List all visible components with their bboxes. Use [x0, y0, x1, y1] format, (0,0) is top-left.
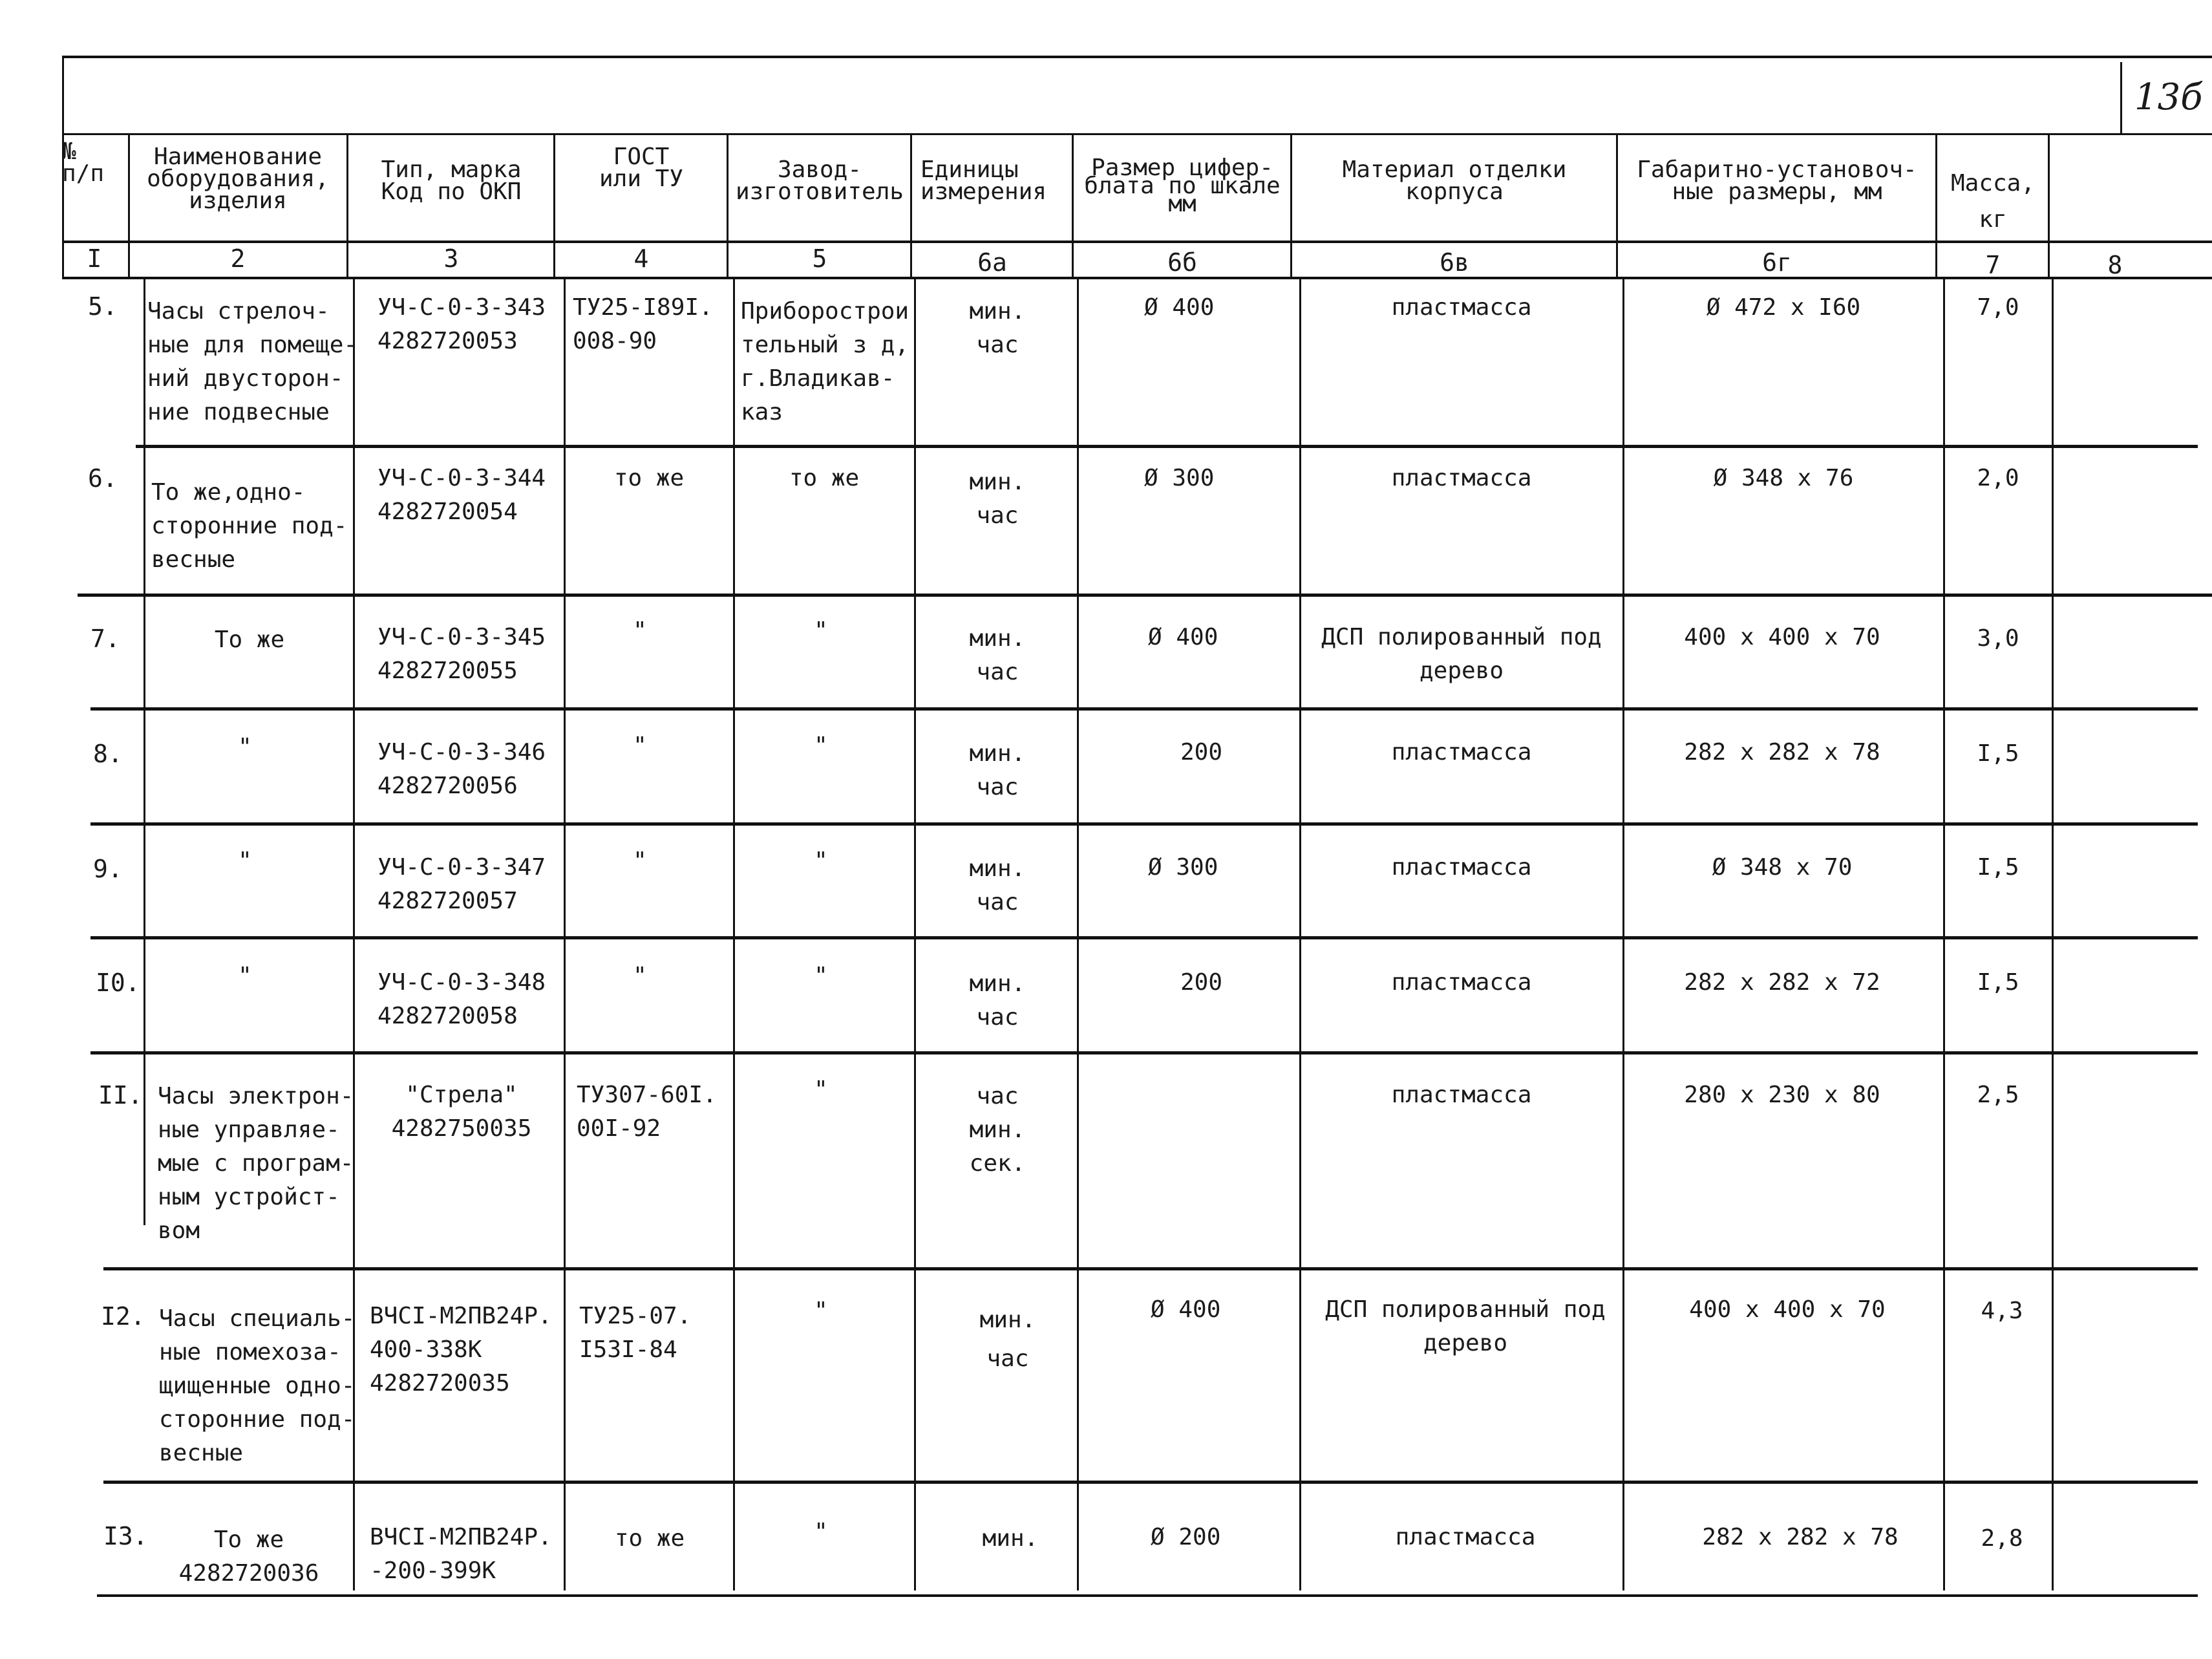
row11-number: II.: [98, 1081, 143, 1109]
colnum-6v: 6в: [1440, 248, 1469, 277]
colnum-6g: 6г: [1762, 248, 1792, 277]
header-col-maker: Завод- изготовитель: [735, 156, 904, 205]
row6-mass: 2,0: [1977, 465, 2019, 491]
row9-material: пластмасса: [1391, 854, 1532, 881]
row5-number: 5.: [88, 292, 118, 321]
row-sep-5: [136, 445, 2198, 448]
header-sep-2: [346, 133, 348, 277]
row13-dial: Ø 200: [1151, 1524, 1221, 1550]
row7-gost: ": [633, 617, 647, 644]
row8-dial: 200: [1180, 739, 1223, 765]
row8-name: ": [238, 734, 252, 760]
row7-dial: Ø 400: [1148, 624, 1218, 650]
row5-gost: ТУ25-I89I. 008-90: [573, 294, 713, 354]
row-sep-6: [78, 594, 2212, 597]
header-sep-7: [1290, 133, 1292, 277]
row6-gost: то же: [613, 465, 685, 491]
row6-material: пластмасса: [1391, 465, 1532, 491]
header-sep-4: [727, 133, 728, 277]
header-col-material: Материал отделки корпуса: [1342, 156, 1567, 205]
header-top-line: [62, 133, 2212, 135]
body-sep-6: [1077, 278, 1079, 1590]
row13-dims: 282 х 282 х 78: [1702, 1524, 1898, 1550]
row12-dims: 400 х 400 х 70: [1689, 1296, 1886, 1323]
row9-type: УЧ-С-0-3-347 4282720057: [378, 854, 546, 914]
header-col-dial: Размер цифер- блата по шкале мм: [1084, 155, 1281, 217]
row12-units: мин. час: [979, 1307, 1036, 1372]
row11-name: Часы электрон- ные управляе- мые с програм- ным устройст- вом: [158, 1083, 354, 1244]
row8-mass: I,5: [1977, 740, 2019, 767]
row6-dial: Ø 300: [1144, 465, 1215, 491]
row10-units: мин. час: [969, 970, 1026, 1031]
row13-gost: то же: [614, 1525, 685, 1552]
page-number: 13б: [2134, 76, 2203, 118]
row13-number: I3.: [103, 1522, 148, 1550]
header-col-mass: Масса, кг: [1950, 170, 2036, 233]
row11-dims: 280 х 230 х 80: [1684, 1082, 1880, 1108]
header-sep-10: [2048, 133, 2050, 277]
row13-material: пластмасса: [1395, 1524, 1536, 1550]
row7-dims: 400 х 400 х 70: [1684, 624, 1880, 650]
row6-name: То же,одно- сторонние под- весные: [151, 479, 348, 573]
body-sep-7: [1299, 278, 1301, 1590]
body-sep-1: [144, 278, 145, 1225]
header-col-number: № п/п: [62, 138, 105, 187]
row9-number: 9.: [93, 855, 123, 883]
row7-name: То же: [214, 626, 285, 653]
colnum-6b: 6б: [1167, 248, 1197, 277]
row-sep-7: [90, 707, 2198, 711]
row10-mass: I,5: [1977, 969, 2019, 996]
colnum-3: 3: [443, 244, 459, 273]
row12-gost: ТУ25-07. I53I-84: [579, 1303, 692, 1363]
page-number-box-left: [2120, 62, 2122, 134]
row9-maker: ": [814, 848, 828, 874]
row10-maker: ": [814, 963, 828, 989]
row11-type: "Стрела" 4282750035: [391, 1082, 532, 1142]
row7-units: мин. час: [969, 625, 1026, 685]
colnum-8: 8: [2107, 251, 2123, 279]
row10-type: УЧ-С-0-3-348 4282720058: [378, 969, 546, 1029]
row12-dial: Ø 400: [1151, 1296, 1221, 1323]
row8-type: УЧ-С-0-3-346 4282720056: [378, 739, 546, 799]
row-sep-9: [90, 936, 2198, 939]
row-sep-11: [103, 1267, 2198, 1270]
header-col-name: Наименование оборудования, изделия: [147, 144, 329, 214]
row9-dial: Ø 300: [1148, 854, 1218, 881]
row5-name: Часы стрелоч- ные для помеще- ний двусторон- ние подвесные: [147, 298, 358, 425]
row10-dims: 282 х 282 х 72: [1684, 969, 1880, 996]
row8-gost: ": [633, 733, 647, 759]
row12-maker: ": [814, 1298, 828, 1324]
row5-dial: Ø 400: [1144, 294, 1215, 321]
row7-material: ДСП полированный под дерево: [1321, 624, 1602, 684]
colnum-2: 2: [230, 244, 246, 273]
row12-material: ДСП полированный под дерево: [1325, 1296, 1606, 1356]
colnum-1: I: [87, 244, 102, 273]
row-sep-10: [90, 1051, 2198, 1054]
header-col-dims: Габаритно-установоч- ные размеры, мм: [1637, 156, 1917, 205]
row5-type: УЧ-С-0-3-343 4282720053: [378, 294, 546, 354]
row13-name: То же 4282720036: [178, 1526, 319, 1587]
body-sep-10: [2052, 278, 2054, 1590]
row5-maker: Приборострои тельный з д, г.Владикав- каз: [741, 298, 909, 425]
row7-number: 7.: [90, 625, 120, 653]
header-col-gost: ГОСТ или ТУ: [599, 144, 684, 192]
row5-dims: Ø 472 х I60: [1706, 294, 1861, 321]
row11-mass: 2,5: [1977, 1082, 2019, 1108]
row9-units: мин. час: [969, 855, 1026, 915]
row7-maker: ": [814, 617, 828, 644]
row5-mass: 7,0: [1977, 294, 2019, 321]
row10-dial: 200: [1180, 969, 1223, 996]
row6-type: УЧ-С-0-3-344 4282720054: [378, 465, 546, 525]
row10-material: пластмасса: [1391, 969, 1532, 996]
row8-dims: 282 х 282 х 78: [1684, 739, 1880, 765]
row6-dims: Ø 348 х 76: [1713, 465, 1854, 491]
header-col-type: Тип, марка Код по ОКП: [381, 156, 522, 205]
row9-name: ": [238, 848, 252, 874]
header-col-units: Единицы измерения: [920, 156, 1047, 205]
row5-units: мин. час: [969, 298, 1026, 358]
row6-units: мин. час: [969, 469, 1026, 529]
header-sep-9: [1935, 133, 1937, 277]
row10-name: ": [238, 963, 252, 989]
row7-type: УЧ-С-0-3-345 4282720055: [378, 624, 546, 684]
row11-gost: ТУ307-60I. 00I-92: [577, 1082, 717, 1142]
header-sep-6: [1072, 133, 1074, 277]
row12-type: ВЧСI-М2ПВ24Р. 400-338К 4282720035: [370, 1303, 552, 1397]
table-bottom-line: [97, 1594, 2198, 1597]
row13-units: мин.: [982, 1525, 1039, 1552]
row5-material: пластмасса: [1391, 294, 1532, 321]
header-sep-8: [1616, 133, 1618, 277]
header-sep-3: [553, 133, 555, 277]
colnum-7: 7: [1985, 251, 2001, 279]
row10-number: I0.: [96, 969, 140, 997]
table-top-border: [62, 56, 2212, 58]
header-sep-5: [910, 133, 912, 277]
row6-number: 6.: [88, 464, 118, 493]
row13-mass: 2,8: [1981, 1525, 2023, 1552]
row-sep-8: [90, 822, 2198, 826]
row12-name: Часы специаль- ные помехоза- щищенные одно- сторонние под- весные: [159, 1305, 356, 1466]
row11-maker: ": [814, 1076, 828, 1103]
row13-maker: ": [814, 1519, 828, 1545]
row8-material: пластмасса: [1391, 739, 1532, 765]
row-sep-12: [103, 1481, 2198, 1484]
row13-type: ВЧСI-М2ПВ24Р. -200-399К: [370, 1524, 552, 1584]
row10-gost: ": [633, 963, 647, 989]
row12-mass: 4,3: [1981, 1298, 2023, 1324]
row6-maker: то же: [789, 465, 860, 491]
colnum-4: 4: [633, 244, 649, 273]
body-sep-5: [914, 278, 916, 1590]
colnum-5: 5: [812, 244, 827, 273]
row12-number: I2.: [101, 1302, 145, 1331]
colnum-6a: 6а: [977, 248, 1007, 277]
row9-mass: I,5: [1977, 854, 2019, 881]
row7-mass: 3,0: [1977, 625, 2019, 652]
row8-number: 8.: [93, 740, 123, 768]
row8-units: мин. час: [969, 740, 1026, 800]
row9-dims: Ø 348 х 70: [1712, 854, 1853, 881]
row9-gost: ": [633, 848, 647, 874]
row8-maker: ": [814, 733, 828, 759]
row11-units: час мин. сек.: [969, 1083, 1026, 1177]
row11-material: пластмасса: [1391, 1082, 1532, 1108]
